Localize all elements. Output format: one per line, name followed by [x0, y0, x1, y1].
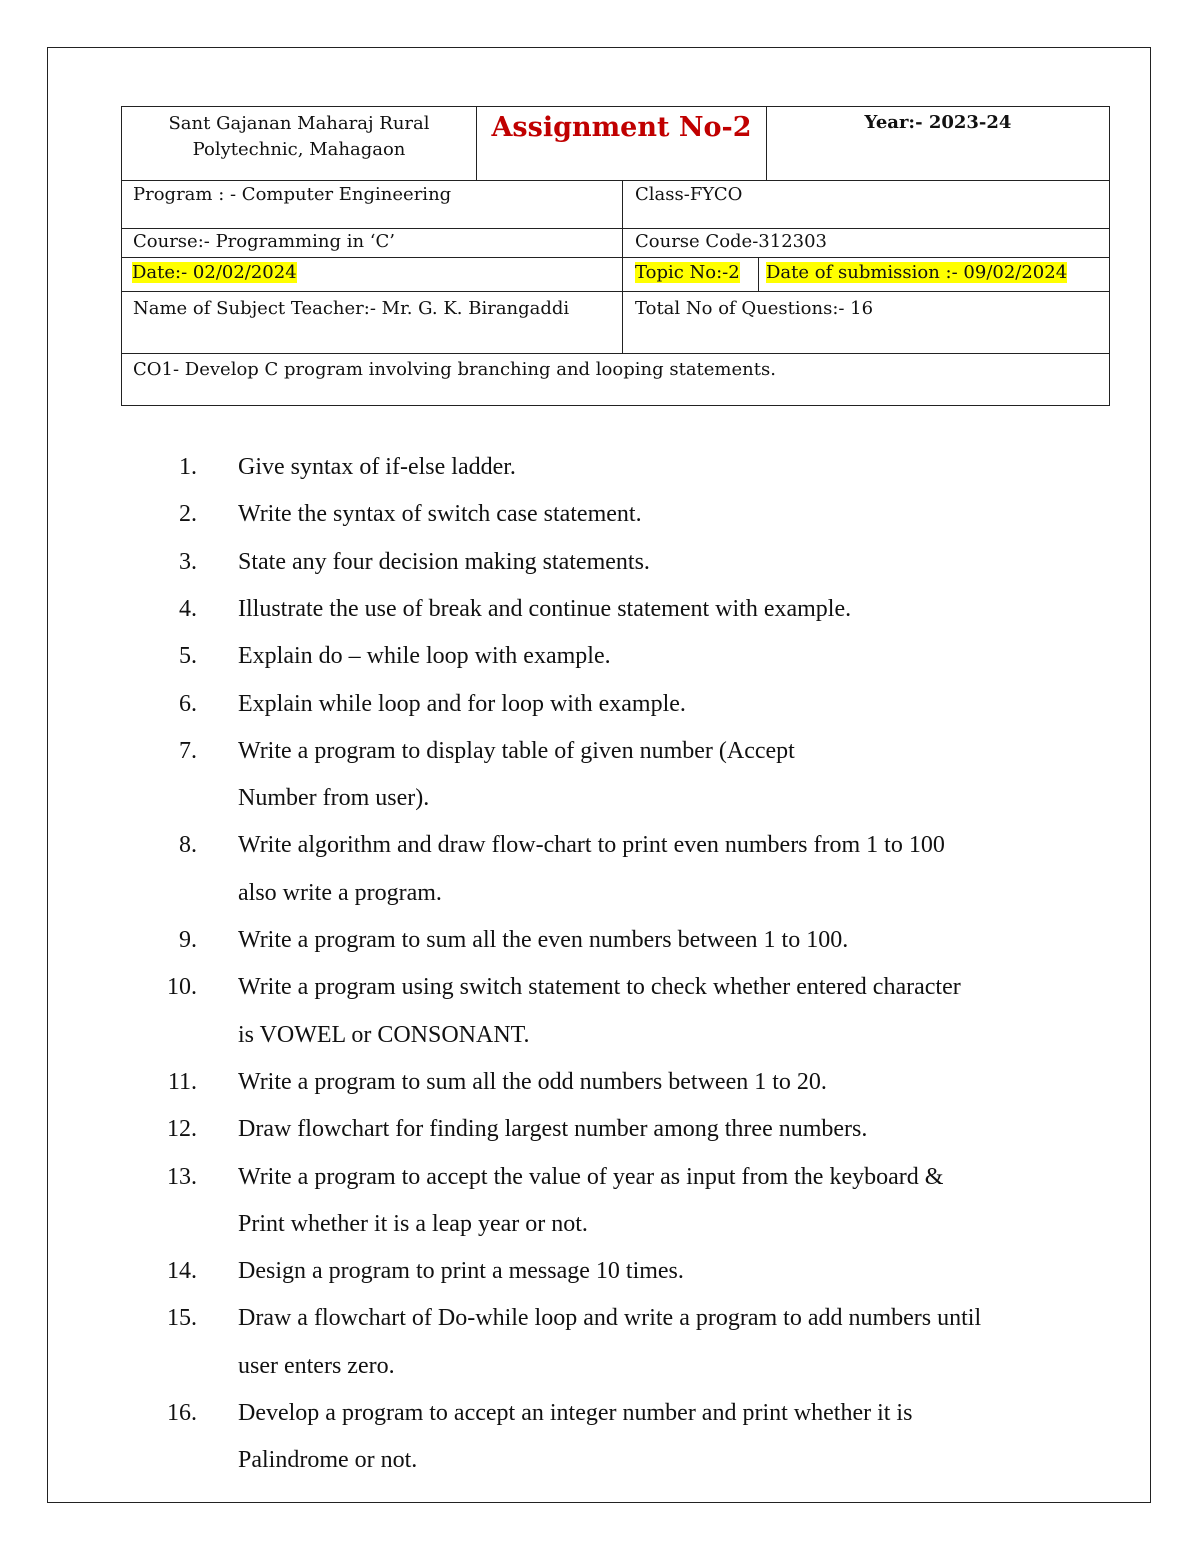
assignment-title: Assignment No-2 [491, 112, 752, 143]
question-text: Write algorithm and draw flow-chart to print even numbers from 1 to 100 [238, 832, 945, 858]
question-number: 16. [167, 1400, 197, 1426]
question-number: 15. [167, 1305, 197, 1331]
question-text: Write a program using switch statement to check whether entered character [238, 974, 961, 1000]
question-text: Give syntax of if-else ladder. [238, 454, 516, 480]
question-text: Print whether it is a leap year or not. [238, 1211, 588, 1237]
question-number: 9. [179, 927, 197, 953]
question-text: Write a program to accept the value of year as input from the keyboard & [238, 1164, 944, 1190]
program-label: Program : - Computer Engineering [133, 184, 452, 205]
question-number: 13. [167, 1164, 197, 1190]
table-col-divider [622, 180, 623, 353]
question-number: 5. [179, 643, 197, 669]
question-number: 6. [179, 691, 197, 717]
question-text: Write the syntax of switch case statement. [238, 501, 642, 527]
academic-year: Year:- 2023-24 [864, 112, 1012, 133]
table-col-divider [758, 257, 759, 291]
question-text: user enters zero. [238, 1353, 395, 1379]
question-text: Draw a flowchart of Do-while loop and write a program to add numbers until [238, 1305, 982, 1331]
total-questions: Total No of Questions:- 16 [635, 298, 874, 319]
question-text: also write a program. [238, 880, 442, 906]
question-text: Number from user). [238, 785, 430, 811]
assignment-date: Date:- 02/02/2024 [132, 262, 297, 283]
question-text: Design a program to print a message 10 times. [238, 1258, 684, 1284]
submission-date: Date of submission :- 09/02/2024 [766, 262, 1068, 283]
question-text: Develop a program to accept an integer number and print whether it is [238, 1400, 913, 1426]
course-label: Course:- Programming in ‘C’ [133, 231, 395, 252]
question-text: Write a program to sum all the even numbers between 1 to 100. [238, 927, 849, 953]
course-outcome: CO1- Develop C program involving branching and looping statements. [133, 359, 776, 380]
question-text: Write a program to sum all the odd numbers between 1 to 20. [238, 1069, 827, 1095]
table-border-right [1109, 106, 1110, 405]
table-border-top [121, 106, 1110, 107]
class-label: Class-FYCO [635, 184, 743, 205]
question-text: Explain do – while loop with example. [238, 643, 611, 669]
question-text: is VOWEL or CONSONANT. [238, 1022, 530, 1048]
question-number: 8. [179, 832, 197, 858]
table-border-bottom [121, 405, 1110, 406]
institute-line-1: Sant Gajanan Maharaj Rural [168, 113, 430, 134]
course-code-label: Course Code-312303 [635, 231, 827, 252]
question-number: 2. [179, 501, 197, 527]
institute-name [122, 111, 476, 163]
subject-teacher: Name of Subject Teacher:- Mr. G. K. Birangaddi [133, 298, 570, 319]
question-text: Explain while loop and for loop with example. [238, 691, 686, 717]
question-number: 11. [167, 1069, 197, 1095]
question-number: 1. [179, 454, 197, 480]
question-number: 4. [179, 596, 197, 622]
question-text: Palindrome or not. [238, 1447, 418, 1473]
question-text: Write a program to display table of given number (Accept [238, 738, 795, 764]
question-text: State any four decision making statements. [238, 549, 650, 575]
topic-number: Topic No:-2 [635, 262, 740, 283]
table-row-divider [121, 257, 1110, 258]
table-row-divider [121, 180, 1110, 181]
question-text: Draw flowchart for finding largest number among three numbers. [238, 1116, 868, 1142]
table-row-divider [121, 353, 1110, 354]
question-number: 7. [179, 738, 197, 764]
question-number: 10. [167, 974, 197, 1000]
question-number: 12. [167, 1116, 197, 1142]
question-number: 3. [179, 549, 197, 575]
table-row-divider [121, 228, 1110, 229]
table-row-divider [121, 291, 1110, 292]
question-number: 14. [167, 1258, 197, 1284]
institute-line-2: Polytechnic, Mahagaon [192, 139, 406, 160]
question-text: Illustrate the use of break and continue statement with example. [238, 596, 852, 622]
